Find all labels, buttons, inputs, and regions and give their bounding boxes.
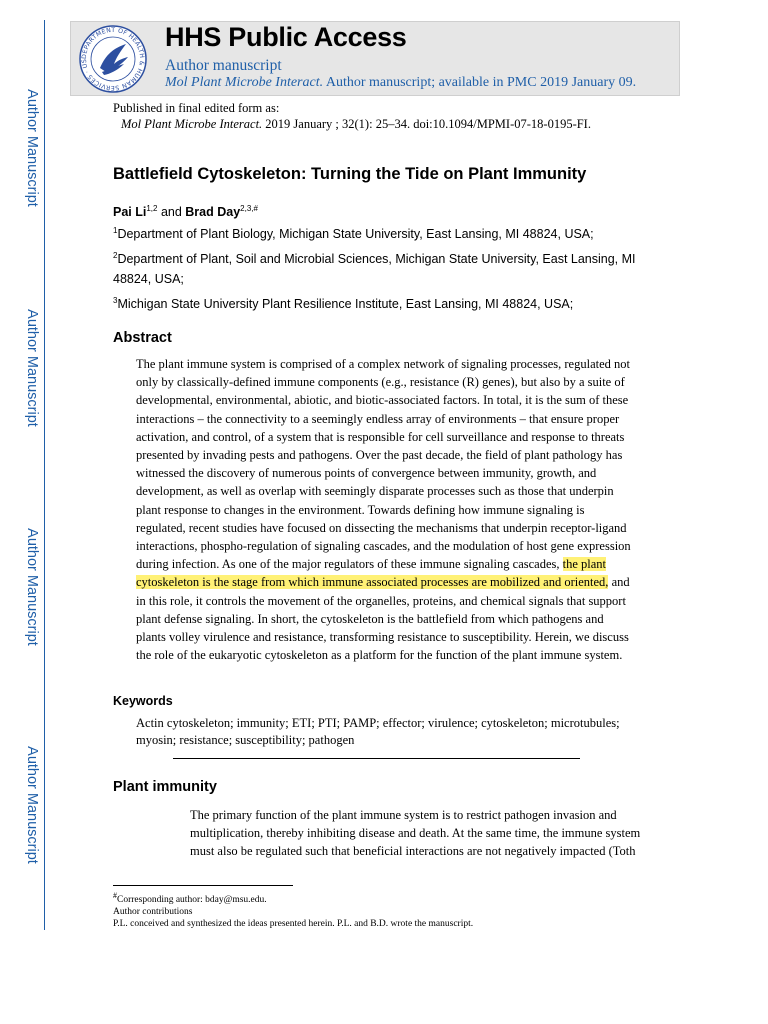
affiliation-text: Michigan State University Plant Resilience Institute, East Lansing, MI 48824, USA; [117,297,574,311]
side-rule [44,20,45,930]
affiliation-text: Department of Plant, Soil and Microbial Sciences, Michigan State University, East Lansing, MI 48824, USA; [113,252,636,286]
affiliation-marker: 2 [113,250,118,260]
published-journal: Mol Plant Microbe Interact. [121,117,263,131]
author-name: Pai Li [113,205,147,219]
availability-text: Author manuscript; available in PMC 2019 January 09. [323,75,637,90]
journal-name: Mol Plant Microbe Interact. [165,75,324,90]
keywords-heading: Keywords [113,694,173,708]
affiliation-text: Department of Plant Biology, Michigan State University, East Lansing, MI 48824, USA; [117,227,594,241]
affiliation [113,249,653,289]
affiliation [113,224,653,244]
footnote-marker: # [113,890,117,900]
author-affiliation-marker: 1,2 [146,203,158,213]
abstract-text-part: The plant immune system is comprised of a complex network of signaling processes, regulated not only by classically-defined immune components (e.g., resistance (R) genes), but also by a suite of developmental, environmental, abiotic, and biotic-associated factors. In total, it is the sum of these interactions – the connectivity to a seemingly endless array of environments – that ensure proper activation, and control, of a system that is responsible for cell surveillance and response to threats presented by invading pests and pathogens. Over the past decade, the field of plant pathology has witnessed the discovery of numerous points of convergence between immunity, growth, and development, as well as overlap with seemingly disparate processes such as those that underpin plant response to changes in the environment. Towards defining how immune signaling is regulated, recent studies have focused on dissecting the mechanisms that underpin receptor-ligand interactions, phospho-regulation of signaling cascades, and the modulation of host gene expression during infection. As one of the major regulators of these immune signaling cascades, [136,357,631,572]
author-affiliation-marker: 2,3,# [240,203,258,213]
affiliation-marker: 3 [113,295,118,305]
page-title: HHS Public Access [165,22,407,52]
abstract-heading: Abstract [113,330,172,346]
section-divider [173,758,580,759]
footnote-contributions-label: Author contributions [113,907,193,917]
journal-availability [165,75,636,91]
corresponding-author-text: Corresponding author: bday@msu.edu. [117,895,267,905]
affiliation [113,294,653,314]
highlighted-text[interactable]: the plant cytoskeleton is the stage from which immune associated processes are mobilized and oriented, [136,557,609,590]
section-heading-plant-immunity: Plant immunity [113,779,217,795]
published-citation [121,117,591,132]
footnote-divider [113,885,293,886]
author-list [113,205,258,219]
hhs-seal-logo [78,24,148,94]
article-title: Battlefield Cytoskeleton: Turning the Tide on Plant Immunity [113,165,587,183]
affiliation-marker: 1 [113,225,118,235]
footnote-corresponding-author [113,890,673,907]
abstract-text [136,355,636,664]
citation-text: 2019 January ; 32(1): 25–34. doi:10.1094/MPMI-07-18-0195-FI. [262,117,591,131]
abstract-text-part: and in this role, it controls the movement of the organelles, proteins, and chemical signals that support plant defense signaling. In short, the cytoskeleton is the battlefield from which pathogens and plants volley virulence and resistance, transforming resistance to susceptibility. Herein, we discuss the role of the eukaryotic cytoskeleton as a platform for the function of the plant immune system. [136,575,630,663]
published-label: Published in final edited form as: [113,101,280,115]
author-conjunction: and [157,205,186,219]
svg-text:DEPARTMENT OF HEALTH & HUMAN S: DEPARTMENT OF HEALTH & HUMAN SERVICES · US [80,26,146,92]
section-body-text: The primary function of the plant immune system is to restrict pathogen invasion and multiplication, thereby inhibiting disease and death. At the same time, the immune system must also be regulated such that beneficial interactions are not negatively impacted (Toth [190,808,641,859]
author-name: Brad Day [185,205,241,219]
footnote-contributions-text: P.L. conceived and synthesized the ideas presented herein. P.L. and B.D. wrote the manuscript. [113,919,474,929]
keywords-text: Actin cytoskeleton; immunity; ETI; PTI; PAMP; effector; virulence; cytoskeleton; microtubules; myosin; resistance; susceptibility; pathogen [136,716,620,747]
manuscript-type: Author manuscript [165,57,282,74]
